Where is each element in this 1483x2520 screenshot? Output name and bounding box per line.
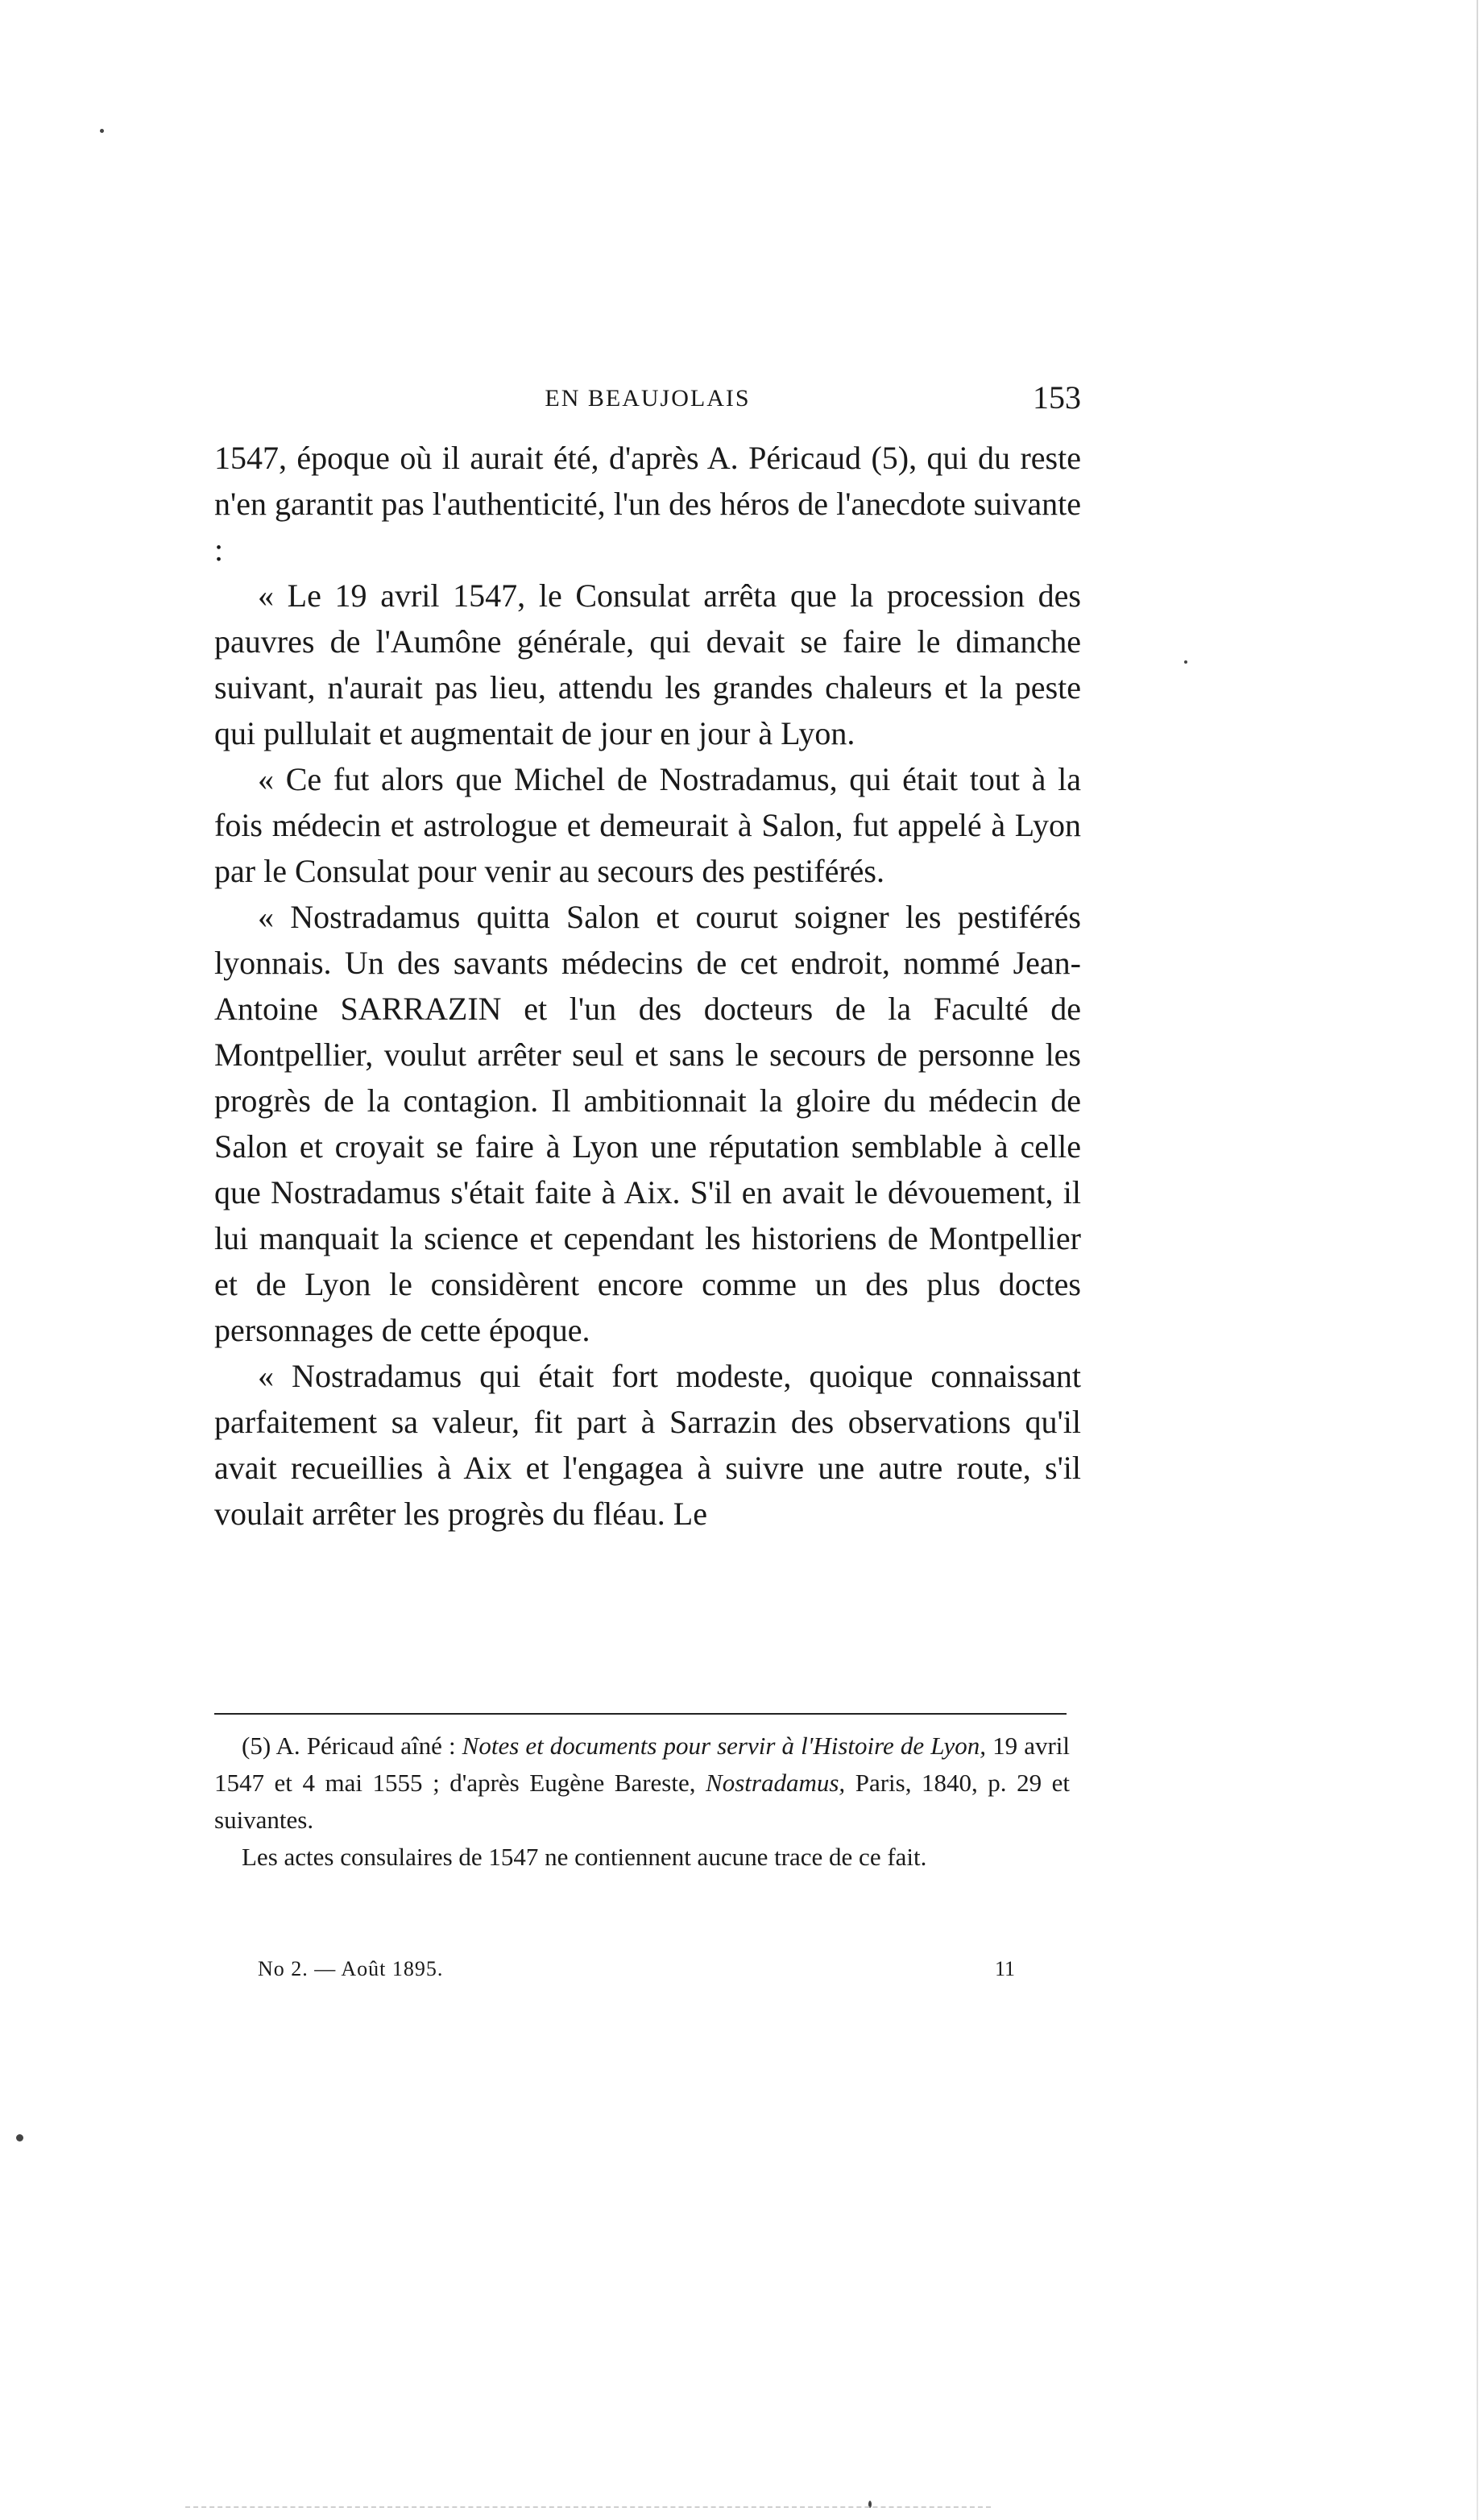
ink-speck [16,2134,23,2141]
running-title: EN BEAUJOLAIS [545,385,751,412]
issue-signature: No 2. — Août 1895. [258,1957,444,1980]
paragraph: « Ce fut alors que Michel de Nostradamus, qui était tout à la fois médecin et astrologue et demeurait à Salon, fut appelé à Lyon par le Consulat pour venir au secours des pestiférés. [214,761,1081,889]
page-edge [1477,0,1478,2520]
sheet-signature: 11 [994,1957,1015,1980]
footnote-imprint: Paris, 1840, p. 29 et suivantes. [214,1769,1071,1834]
paragraph: « Nostradamus quitta Salon et courut soigner les pestiférés lyonnais. Un des savants médecins de cet endroit, nommé Jean-Antoine SARRAZIN et l'un des docteurs de la Faculté de Montpellier, voulut arrêter seul et sans le secours de personne les progrès de la contagion. Il ambitionnait la gloire du médecin de Salon et croyait se faire à Lyon une réputation semblable à celle que Nostradamus s'était faite à Aix. S'il en avait le dévouement, il lui manquait la science et cependant les historiens de Montpellier et de Lyon le considèrent encore comme un des plus doctes personnages de cette époque. [214,899,1081,1348]
ink-speck [100,129,104,133]
paragraph: 1547, époque où il aurait été, d'après A. Péricaud (5), qui du reste n'en garantit pas l'authenticité, l'un des héros de l'anecdote suivante : [214,440,1081,568]
footnote-marker: (5) A. Péricaud aîné : [242,1732,456,1760]
footnote-title: Notes et documents pour servir à l'Histoire de Lyon, [462,1732,987,1760]
footnote-5 [214,1728,1070,1839]
scan-edge-marks [185,2506,991,2508]
paragraph: « Le 19 avril 1547, le Consulat arrêta que la procession des pauvres de l'Aumône générale, qui devait se faire le dimanche suivant, n'aurait pas lieu, attendu les grandes chaleurs et la peste qui pullulait et augmentait de jour en jour à Lyon. [214,577,1081,751]
footnotes [214,1728,1070,1876]
footnote-extra: Les actes consulaires de 1547 ne contiennent aucune trace de ce fait. [242,1843,927,1871]
running-head [214,379,1081,427]
body-text [214,435,1081,1537]
footnote-book: Nostradamus, [706,1769,846,1797]
paragraph: « Nostradamus qui était fort modeste, quoique connaissant parfaitement sa valeur, fit part à Sarrazin des observations qu'il avait recueillies à Aix et l'engagea à suivre une autre route, s'il voulait arrêter les progrès du fléau. Le [214,1358,1081,1532]
page-number: 153 [1033,379,1081,416]
signature-line [258,1957,1015,1989]
footnote-dates: 19 avril 1547 et 4 mai 1555 ; d'après Eugène Bareste, [214,1732,1071,1797]
footnote-rule [214,1713,1067,1715]
ink-speck [1184,660,1187,664]
